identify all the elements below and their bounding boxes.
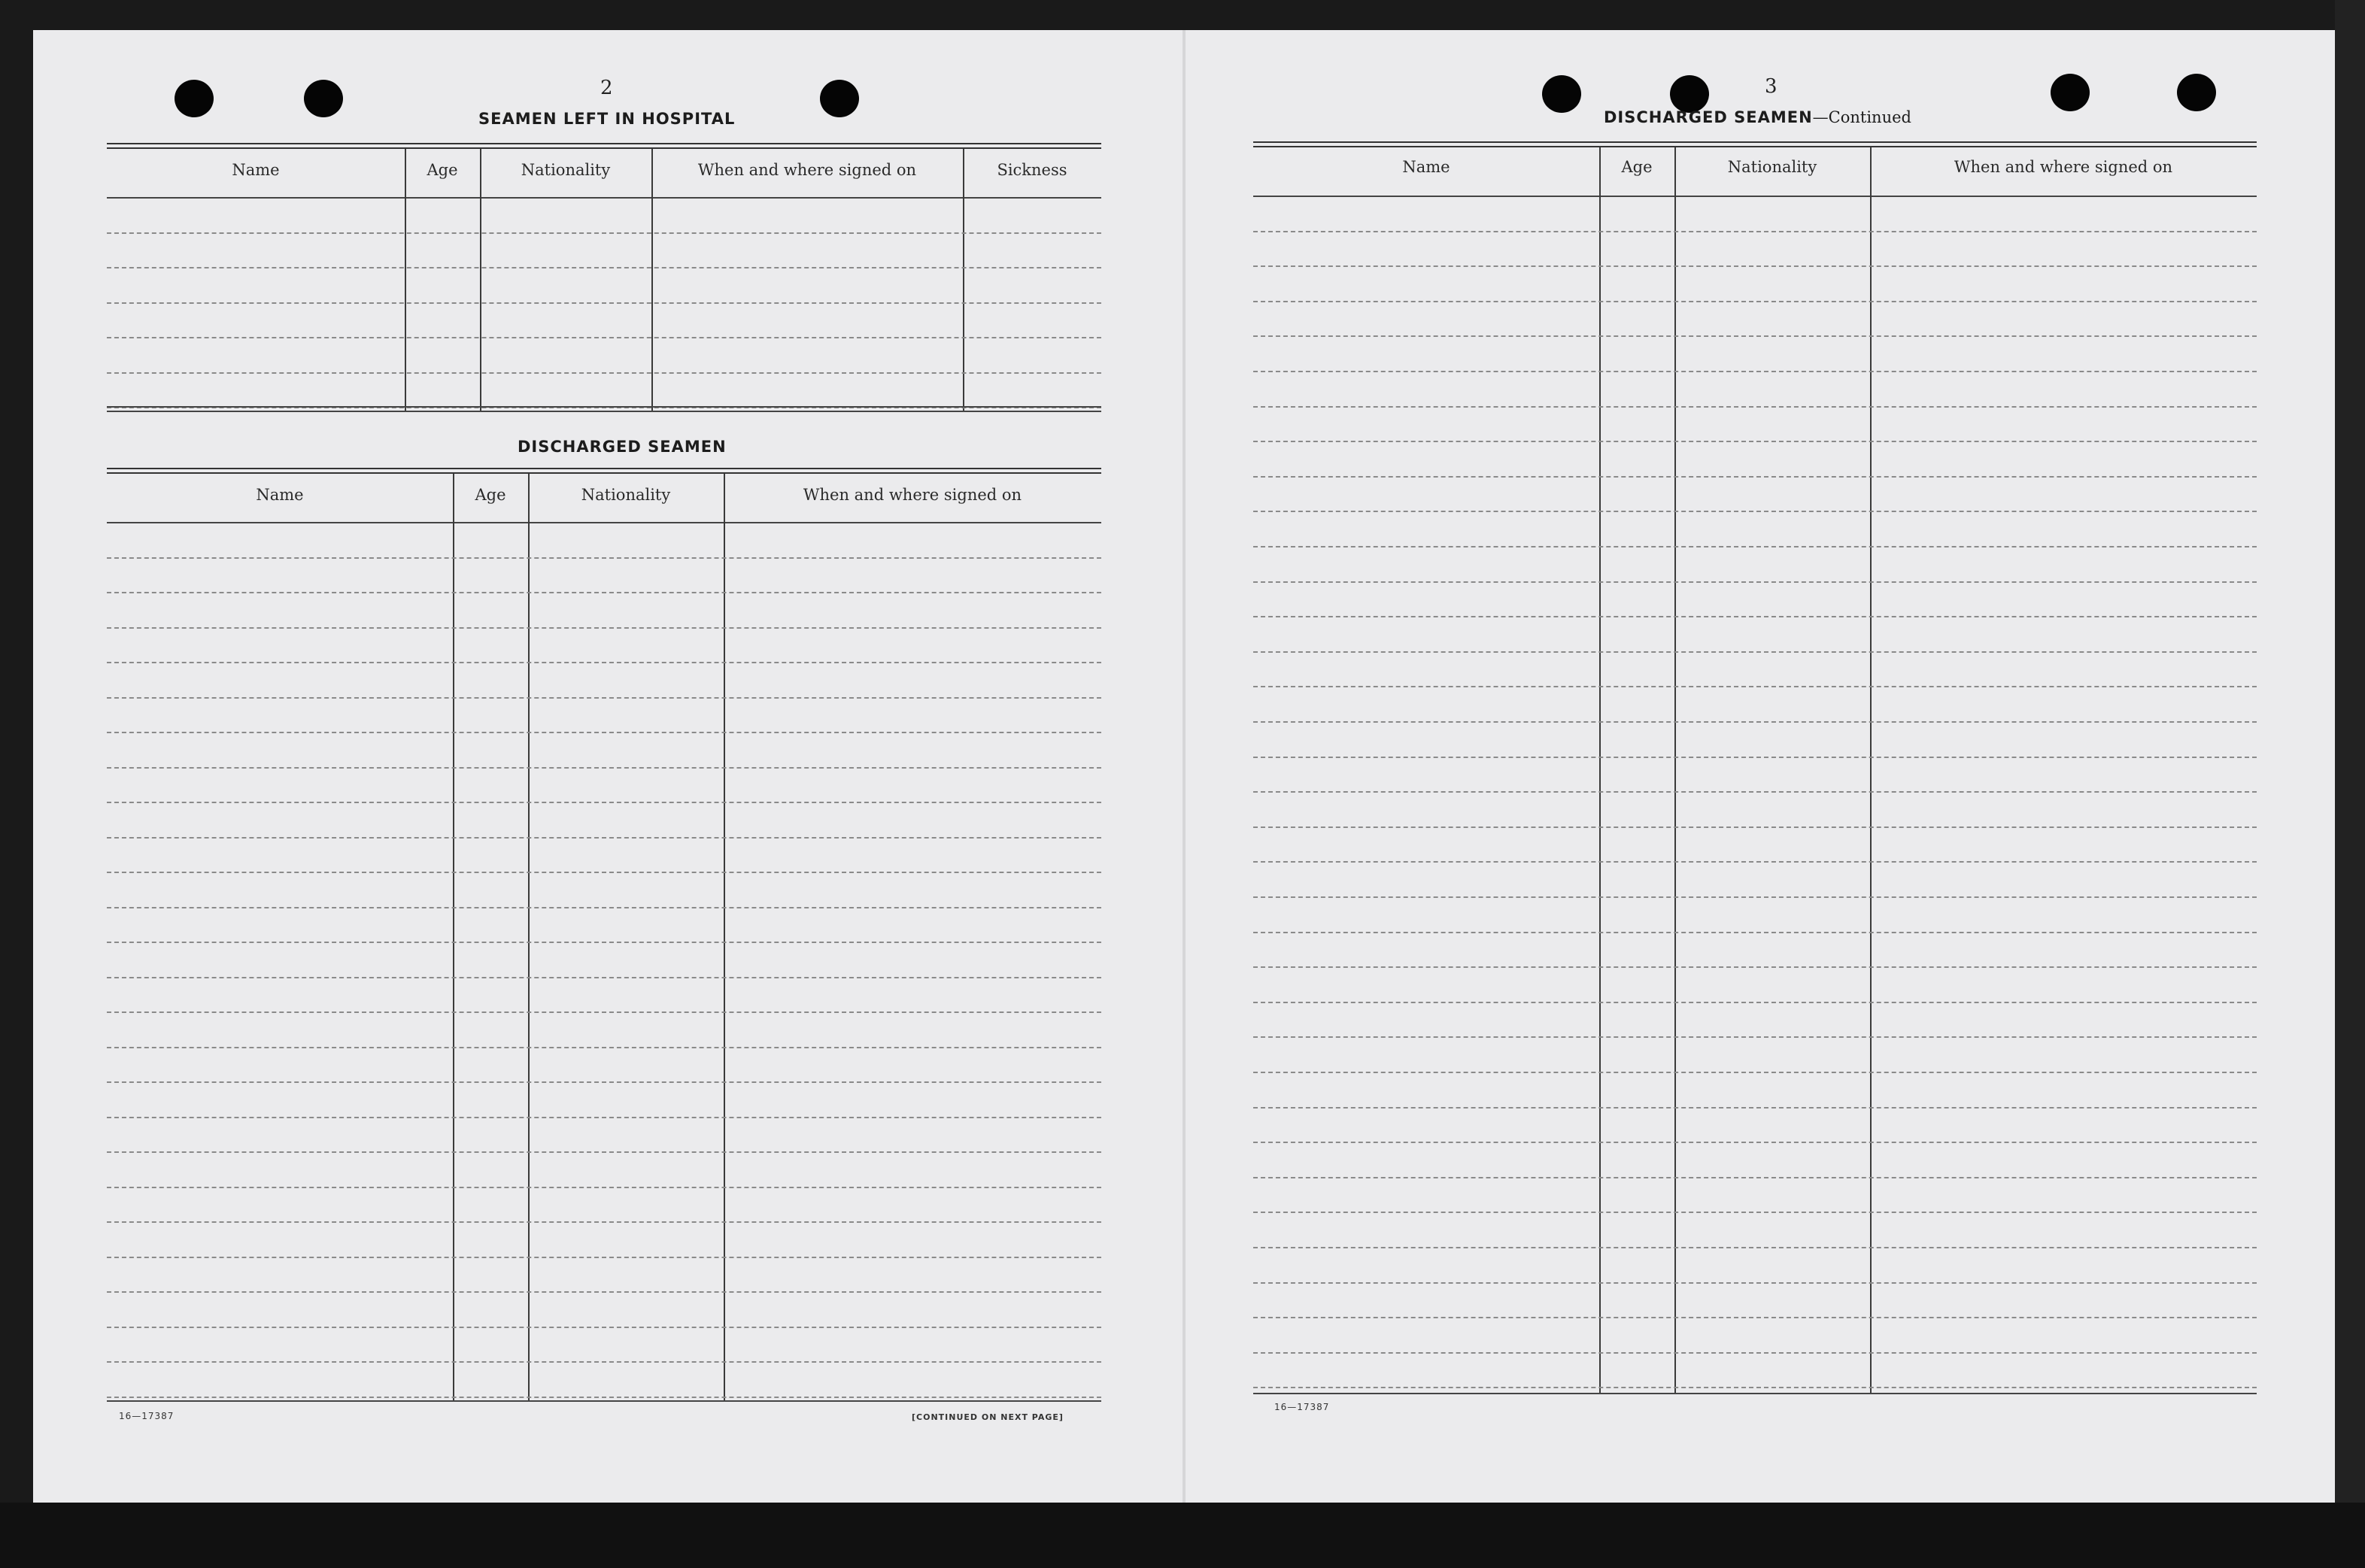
entry-row-line xyxy=(107,232,1101,234)
entry-row-line xyxy=(107,1327,1101,1328)
punch-hole-icon xyxy=(820,80,859,117)
entry-row-line xyxy=(107,1151,1101,1153)
entry-row-line xyxy=(107,837,1101,839)
column-divider xyxy=(528,474,530,1400)
entry-row-line xyxy=(1253,686,2257,687)
entry-row-line xyxy=(107,1117,1101,1118)
entry-row-line xyxy=(107,627,1101,629)
table-top-rule xyxy=(107,468,1101,469)
entry-row-line xyxy=(1253,1107,2257,1109)
discharged-continued-title-main: DISCHARGED SEAMEN xyxy=(1604,108,1813,126)
column-divider xyxy=(724,474,725,1400)
scan-edge-bottom xyxy=(0,1503,2365,1568)
column-divider xyxy=(1870,147,1872,1393)
scan-edge-right xyxy=(2335,0,2365,1568)
entry-row-line xyxy=(1253,651,2257,653)
discharged-table xyxy=(107,468,1101,1404)
entry-row-line xyxy=(1253,476,2257,478)
column-header: When and where signed on xyxy=(1954,158,2173,176)
column-divider xyxy=(480,149,481,411)
entry-row-line xyxy=(107,907,1101,908)
entry-row-line xyxy=(107,732,1101,733)
table-bottom-rule xyxy=(107,406,1101,408)
entry-row-line xyxy=(107,337,1101,338)
column-header: Nationality xyxy=(581,486,671,504)
discharged-continued-title-suffix: —Continued xyxy=(1812,108,1911,126)
entry-row-line xyxy=(107,872,1101,873)
column-header: Age xyxy=(475,486,506,504)
form-number-left: 16—17387 xyxy=(119,1411,175,1421)
table-header-rule xyxy=(107,522,1101,523)
column-divider xyxy=(963,149,964,411)
entry-row-line xyxy=(107,372,1101,374)
entry-row-line xyxy=(107,1361,1101,1363)
punch-hole-icon xyxy=(2177,74,2216,111)
entry-row-line xyxy=(1253,826,2257,828)
column-header: Nationality xyxy=(1727,158,1817,176)
entry-row-line xyxy=(1253,1036,2257,1038)
discharged-continued-table xyxy=(1253,141,2257,1396)
entry-row-line xyxy=(1253,616,2257,617)
entry-row-line xyxy=(1253,932,2257,933)
entry-row-line xyxy=(107,1187,1101,1188)
column-divider xyxy=(651,149,653,411)
entry-row-line xyxy=(107,977,1101,978)
entry-row-line xyxy=(1253,1352,2257,1354)
discharged-continued-title xyxy=(1604,108,1911,126)
entry-row-line xyxy=(107,1011,1101,1013)
entry-row-line xyxy=(1253,1072,2257,1073)
column-header: Name xyxy=(256,486,304,504)
column-header: Nationality xyxy=(521,161,611,179)
entry-row-line xyxy=(1253,1282,2257,1284)
entry-row-line xyxy=(1253,406,2257,408)
entry-row-line xyxy=(107,1221,1101,1223)
entry-row-line xyxy=(1253,335,2257,337)
punch-hole-icon xyxy=(1542,75,1581,113)
entry-row-line xyxy=(107,697,1101,699)
punch-hole-icon xyxy=(2051,74,2090,111)
hospital-section-title: SEAMEN LEFT IN HOSPITAL xyxy=(478,110,736,128)
entry-row-line xyxy=(1253,511,2257,512)
entry-row-line xyxy=(1253,1142,2257,1143)
entry-row-line xyxy=(107,557,1101,559)
entry-row-line xyxy=(1253,1317,2257,1318)
table-header-rule xyxy=(107,197,1101,199)
entry-row-line xyxy=(1253,966,2257,968)
column-divider xyxy=(405,149,406,411)
entry-row-line xyxy=(1253,1247,2257,1248)
entry-row-line xyxy=(107,1047,1101,1048)
column-divider xyxy=(1599,147,1601,1393)
punch-hole-icon xyxy=(175,80,214,117)
entry-row-line xyxy=(107,942,1101,943)
table-header-rule xyxy=(1253,196,2257,197)
column-header: Name xyxy=(1402,158,1450,176)
entry-row-line xyxy=(107,267,1101,268)
page-fold xyxy=(1182,30,1186,1503)
entry-row-line xyxy=(1253,1212,2257,1213)
discharged-section-title: DISCHARGED SEAMEN xyxy=(518,438,727,456)
entry-row-line xyxy=(107,1397,1101,1398)
table-top-rule xyxy=(107,472,1101,474)
entry-row-line xyxy=(107,592,1101,593)
entry-row-line xyxy=(1253,721,2257,723)
column-divider xyxy=(453,474,454,1400)
entry-row-line xyxy=(107,302,1101,304)
column-header: When and where signed on xyxy=(803,486,1022,504)
entry-row-line xyxy=(1253,301,2257,302)
entry-row-line xyxy=(107,767,1101,769)
entry-row-line xyxy=(1253,441,2257,442)
entry-row-line xyxy=(1253,371,2257,372)
entry-row-line xyxy=(107,1081,1101,1083)
entry-row-line xyxy=(107,1257,1101,1258)
table-bottom-rule xyxy=(1253,1393,2257,1394)
entry-row-line xyxy=(1253,861,2257,863)
table-bottom-rule xyxy=(107,411,1101,412)
entry-row-line xyxy=(1253,231,2257,232)
table-top-rule xyxy=(1253,141,2257,143)
entry-row-line xyxy=(1253,757,2257,758)
entry-row-line xyxy=(107,662,1101,663)
punch-hole-icon xyxy=(1670,75,1709,113)
column-header: Age xyxy=(1621,158,1653,176)
entry-row-line xyxy=(1253,581,2257,583)
column-header: Sickness xyxy=(997,161,1067,179)
table-top-rule xyxy=(107,143,1101,144)
entry-row-line xyxy=(1253,1177,2257,1178)
entry-row-line xyxy=(1253,1002,2257,1003)
entry-row-line xyxy=(1253,1387,2257,1388)
table-bottom-rule xyxy=(107,1400,1101,1402)
entry-row-line xyxy=(1253,546,2257,547)
page-number-left: 2 xyxy=(600,77,613,99)
hospital-table xyxy=(107,143,1101,414)
entry-row-line xyxy=(107,1291,1101,1293)
punch-hole-icon xyxy=(304,80,343,117)
entry-row-line xyxy=(1253,791,2257,793)
column-header: Name xyxy=(232,161,280,179)
column-divider xyxy=(1674,147,1676,1393)
table-top-rule xyxy=(1253,146,2257,147)
form-number-right: 16—17387 xyxy=(1274,1402,1330,1412)
column-header: When and where signed on xyxy=(697,161,917,179)
entry-row-line xyxy=(1253,265,2257,267)
column-header: Age xyxy=(427,161,458,179)
continued-note: [CONTINUED ON NEXT PAGE] xyxy=(912,1412,1064,1422)
page-number-right: 3 xyxy=(1765,75,1778,98)
entry-row-line xyxy=(1253,896,2257,898)
entry-row-line xyxy=(107,802,1101,803)
table-top-rule xyxy=(107,147,1101,149)
